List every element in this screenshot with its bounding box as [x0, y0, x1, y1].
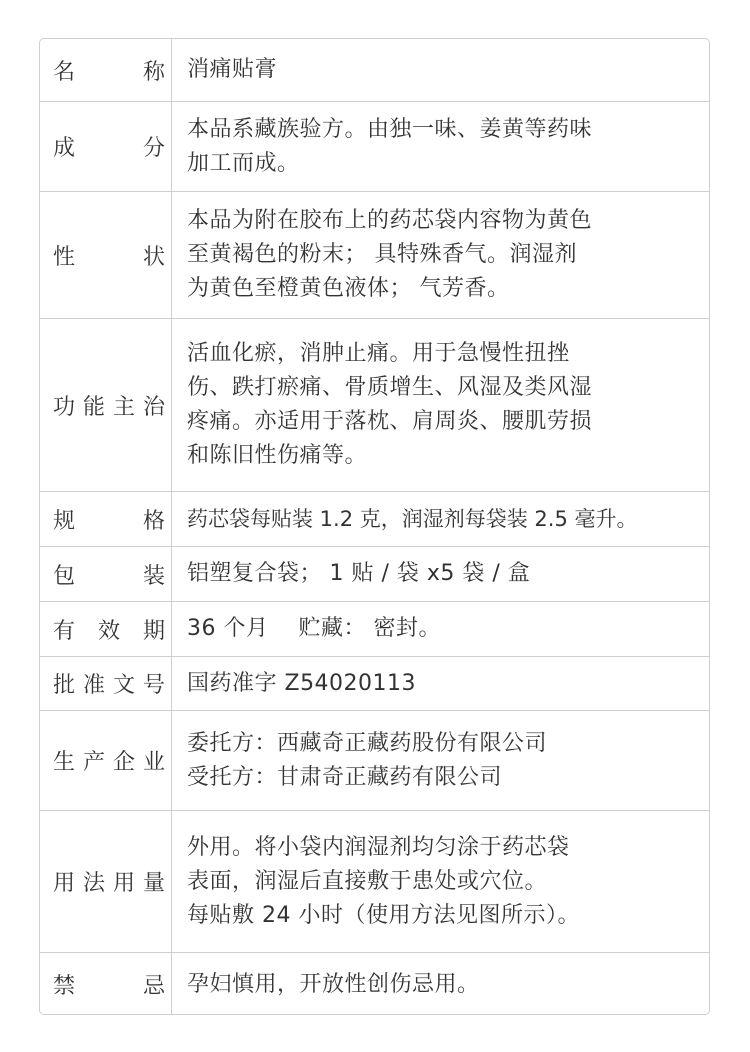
- table-row-manufacturer: [40, 711, 709, 811]
- row-label: 功能主治: [40, 319, 172, 491]
- table-row-validity: [40, 602, 709, 657]
- row-label: 规 格: [40, 492, 172, 546]
- row-label: 性 状: [40, 192, 172, 318]
- table-row-package: [40, 547, 709, 602]
- row-value: 本品系藏族验方。由独一味、姜黄等药味 加工而成。: [187, 116, 593, 176]
- product-info-table: [39, 38, 710, 1015]
- row-value: 活血化瘀，消肿止痛。用于急慢性扭挫 伤、跌打瘀痛、骨质增生、风湿及类风湿 疼痛。亦适用于落枕、肩周炎、腰肌劳损 和陈旧性伤痛等。: [187, 341, 593, 468]
- table-row-approval-number: [40, 657, 709, 711]
- table-row-specification: [40, 492, 709, 547]
- row-label: 禁 忌: [40, 953, 172, 1015]
- table-row-usage: [40, 811, 709, 953]
- row-value: 国药准字 Z54020113: [187, 670, 417, 696]
- row-label: 批准文号: [40, 657, 172, 710]
- row-value: 委托方：西藏奇正藏药股份有限公司 受托方：甘肃奇正藏药有限公司: [187, 730, 548, 790]
- row-value: 消痛贴膏: [187, 57, 278, 82]
- row-label: 包 装: [40, 547, 172, 601]
- row-label: 名 称: [40, 39, 172, 101]
- row-value: 铝塑复合袋； 1 贴 / 袋 x5 袋 / 盒: [187, 561, 531, 586]
- table-row-appearance: [40, 192, 709, 319]
- row-value: 本品为附在胶布上的药芯袋内容物为黄色 至黄褐色的粉末； 具特殊香气。润湿剂 为黄色至橙黄色液体； 气芳香。: [187, 208, 593, 301]
- row-value: 外用。将小袋内润湿剂均匀涂于药芯袋 表面，润湿后直接敷于患处或穴位。 每贴敷 24 小时（使用方法见图所示）。: [187, 834, 580, 928]
- row-value: 36 个月 贮藏： 密封。: [187, 616, 441, 641]
- row-label: 有效期: [40, 602, 172, 656]
- row-label: 生产企业: [40, 711, 172, 810]
- row-label: 成 分: [40, 102, 172, 191]
- table-row-ingredients: [40, 102, 709, 192]
- table-row-contraindications: [40, 953, 709, 1015]
- row-value: 药芯袋每贴装 1.2 克，润湿剂每袋装 2.5 毫升。: [187, 507, 638, 531]
- table-row-indications: [40, 319, 709, 492]
- row-label: 用法用量: [40, 811, 172, 952]
- row-value: 孕妇慎用，开放性创伤忌用。: [187, 971, 480, 997]
- table-row-name: [40, 39, 709, 102]
